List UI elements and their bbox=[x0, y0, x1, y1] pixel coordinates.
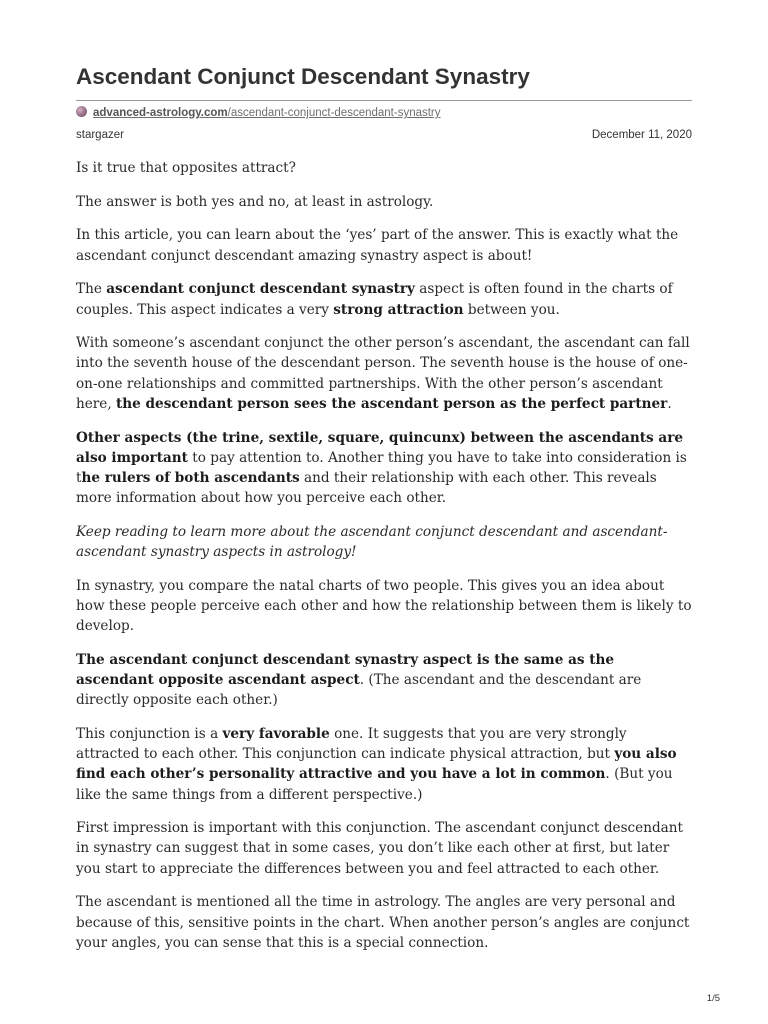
page-number: 1/5 bbox=[706, 993, 720, 1004]
source-link-row bbox=[76, 106, 692, 122]
paragraph bbox=[76, 428, 692, 509]
bold-text-run: Other aspects (the trine, sextile, square, quincunx) between the ascendants are also important bbox=[76, 429, 684, 466]
paragraph: In this article, you can learn about the ‘yes’ part of the answer. This is exactly what the ascendant conjunct descendant amazing synastry aspect is about! bbox=[76, 227, 679, 264]
paragraph: First impression is important with this conjunction. The ascendant conjunct descendant in synastry can suggest that in some cases, you don’t like each other at first, but later you start to appreciate the differences between you and feel attracted to each other. bbox=[76, 820, 683, 877]
article-body bbox=[76, 158, 692, 967]
text-run: The bbox=[76, 281, 107, 298]
paragraph: In synastry, you compare the natal charts of two people. This gives you an idea about how these people perceive each other and how the relationship between them is likely to develop. bbox=[76, 577, 692, 635]
text-run: between you. bbox=[463, 301, 560, 318]
italic-paragraph bbox=[76, 522, 692, 562]
page-title: Ascendant Conjunct Descendant Synastry bbox=[76, 64, 530, 89]
bold-text-run: strong attraction bbox=[333, 301, 464, 318]
source-path: /ascendant-conjunct-descendant-synastry bbox=[227, 107, 441, 119]
bold-text-run: ascendant conjunct descendant synastry bbox=[106, 281, 415, 298]
title-divider bbox=[76, 100, 692, 101]
bold-text-run: the descendant person sees the ascendant person as the perfect partner bbox=[116, 395, 668, 412]
bold-text-run: very favorable bbox=[222, 725, 330, 742]
text-run: This conjunction is a bbox=[76, 725, 223, 742]
source-domain: advanced-astrology.com bbox=[93, 107, 228, 119]
text-run: . (The ascendant and the descendant are directly opposite each other.) bbox=[76, 672, 642, 709]
text-run: aspect is often found in the charts of couples. This aspect indicates a very bbox=[76, 281, 673, 318]
author-name: stargazer bbox=[76, 129, 124, 141]
bold-text-run: he rulers of both ascendants bbox=[81, 469, 300, 486]
paragraph: The answer is both yes and no, at least in astrology. bbox=[76, 193, 434, 210]
text-run: . bbox=[667, 395, 672, 412]
text-run: one. It suggests that you are very strongly attracted to each other. This conjunction can indicate physical attraction, but bbox=[76, 725, 627, 763]
bold-text-run: The ascendant conjunct descendant synastry aspect is the same as the ascendant opposite ascendant aspect bbox=[76, 651, 615, 689]
bold-text-run: you also find each other’s personality attractive and you have a lot in common bbox=[76, 746, 677, 783]
text-run: to pay attention to. Another thing you have to take into consideration is t bbox=[76, 449, 687, 486]
paragraph: The ascendant is mentioned all the time in astrology. The angles are very personal and because of this, sensitive points in the chart. When another person’s angles are conjunct your angles, you can sense that this is a special connection. bbox=[76, 894, 690, 951]
paragraph: Is it true that opposites attract? bbox=[76, 160, 296, 176]
publish-date: December 11, 2020 bbox=[591, 129, 692, 141]
globe-icon bbox=[76, 106, 87, 117]
source-url-link[interactable] bbox=[93, 107, 441, 119]
text-run: and their relationship with each other. This reveals more information about how you perceive each other. bbox=[76, 469, 657, 507]
paragraph bbox=[76, 650, 692, 711]
paragraph bbox=[76, 279, 692, 319]
italic-text-run: Keep reading to learn more about the ascendant conjunct descendant and ascendant-ascendant synastry aspects in astrology! bbox=[76, 523, 668, 561]
text-run: . (But you like the same things from a different perspective.) bbox=[76, 766, 673, 803]
paragraph bbox=[76, 724, 692, 805]
paragraph bbox=[76, 333, 692, 414]
text-run: With someone’s ascendant conjunct the other person’s ascendant, the ascendant can fall into the seventh house of the descendant person. The seventh house is the house of one-on-one relationships and committed partnerships. With the other person’s ascendant here, bbox=[76, 335, 690, 412]
